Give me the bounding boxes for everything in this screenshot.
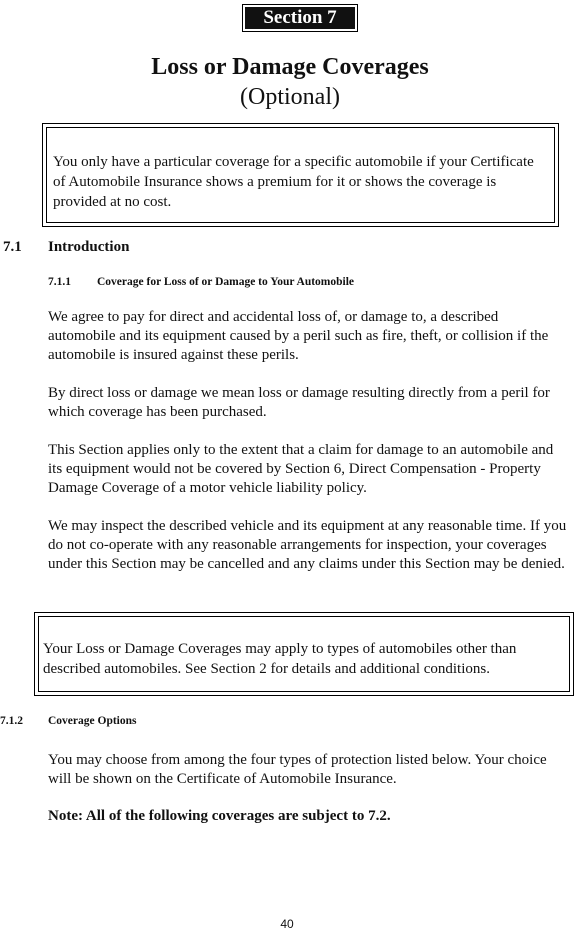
section-7-1-2-number: 7.1.2 [0,715,23,727]
notice-box-other-automobiles [34,612,574,696]
paragraph-coverage-agreement: We agree to pay for direct and accidental loss of, or damage to, a described automobile and its equipment caused by a peril such as fire, theft, or collision if the automobile is insured against these perils. [48,309,549,363]
notice-text-other-automobiles: Your Loss or Damage Coverages may apply to types of automobiles other than described automobiles. See Section 2 for details and additional conditions. [43,641,517,677]
paragraph-direct-loss: By direct loss or damage we mean loss or damage resulting directly from a peril for which coverage has been purchased. [48,385,550,420]
page-title: Loss or Damage Coverages [151,54,429,80]
notice-text-coverage: You only have a particular coverage for a specific automobile if your Certificate of Automobile Insurance shows a premium for it or shows the coverage is provided at no cost. [53,154,534,210]
section-7-1-2-heading: Coverage Options [48,715,137,727]
paragraph-inspection: We may inspect the described vehicle and its equipment at any reasonable time. If you do not co-operate with any reasonable arrangements for inspection, your coverages under this Section may be cancelled and any claims under this Section may be denied. [48,518,567,572]
notice-box-coverage [42,123,559,227]
section-badge [242,4,358,32]
section-7-1-heading: Introduction [48,239,130,255]
page-number: 40 [280,917,294,931]
note-coverages-subject: Note: All of the following coverages are subject to 7.2. [48,808,391,824]
section-badge-label: Section 7 [245,7,355,29]
section-7-1-1-heading: Coverage for Loss of or Damage to Your Automobile [97,276,355,288]
paragraph-section-scope: This Section applies only to the extent that a claim for damage to an automobile and its equipment would not be covered by Section 6, Direct Compensation - Property Damage Coverage of a motor vehicle liability policy. [48,442,554,496]
section-7-1-number: 7.1 [3,239,22,255]
paragraph-coverage-options: You may choose from among the four types of protection listed below. Your choice will be shown on the Certificate of Automobile Insurance. [48,752,547,787]
page-subtitle: (Optional) [240,84,340,110]
section-7-1-1-number: 7.1.1 [48,276,71,288]
